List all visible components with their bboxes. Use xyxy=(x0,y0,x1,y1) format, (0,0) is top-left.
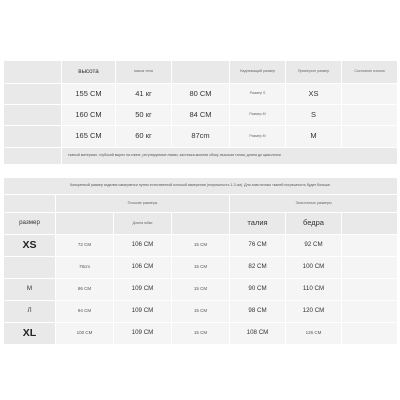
weight-value: 60 кг xyxy=(116,126,172,148)
size-label: M xyxy=(4,279,56,301)
size-row xyxy=(4,323,398,345)
skirt-length-header: Длина юбки xyxy=(114,213,172,235)
size-label xyxy=(4,257,56,279)
length-measure: 109 CM xyxy=(114,301,172,323)
hips-measure: 100 CM xyxy=(286,257,342,279)
size-chart-group-header xyxy=(4,195,398,213)
try-size-value: XS xyxy=(286,84,342,105)
extra-measure xyxy=(342,301,398,323)
proper-size-value: Размер М xyxy=(230,126,286,148)
strap-measure: 15 CM xyxy=(172,257,230,279)
hips-measure: 120 CM xyxy=(286,301,342,323)
size-row xyxy=(4,301,398,323)
bust-measure: 94 CM xyxy=(56,301,114,323)
height-value: 165 CM xyxy=(62,126,116,148)
size-column-header: размер xyxy=(4,213,56,235)
hips-measure: 126 CM xyxy=(286,323,342,345)
waist-measure: 76 CM xyxy=(230,235,286,257)
extra-measure xyxy=(342,323,398,345)
extra-measure xyxy=(342,235,398,257)
measurement-note: Конкретный размер изделия измеряется путем естественной плоской измерения (погрешность 1-3 см). Для эластичных тканей погрешность будет больше. xyxy=(4,178,398,195)
extra-measure xyxy=(342,279,398,301)
col6-header xyxy=(342,213,398,235)
header-try-size: Примерьте размер xyxy=(286,61,342,84)
header-blank xyxy=(4,61,62,84)
try-size-value: S xyxy=(286,105,342,126)
strap-measure: 15 CM xyxy=(172,301,230,323)
size-chart-column-header xyxy=(4,213,398,235)
waist-header: талия xyxy=(230,213,286,235)
try-size-value: М xyxy=(286,126,342,148)
size-row xyxy=(4,257,398,279)
proper-size-value: Размер М xyxy=(230,105,286,126)
size-label: Л xyxy=(4,301,56,323)
fit-row xyxy=(4,105,398,126)
fit-table xyxy=(3,60,398,165)
size-label: XL xyxy=(4,323,56,345)
col3-header xyxy=(172,213,230,235)
col1-header xyxy=(56,213,114,235)
row-label xyxy=(4,105,62,126)
length-measure: 106 CM xyxy=(114,257,172,279)
header-height: высота xyxy=(62,61,116,84)
waist-measure: 108 CM xyxy=(230,323,286,345)
extra-measure xyxy=(342,257,398,279)
product-description: тканый материал, глубокий вырез на спине, регулируемые лямки, застежка-молния сбоку, высокая талия, длина до щиколотки xyxy=(62,148,398,165)
height-value: 160 CM xyxy=(62,105,116,126)
size-row xyxy=(4,279,398,301)
group-flat-sizes: Плоские размеры xyxy=(56,195,230,213)
bust-measure: 78cm xyxy=(56,257,114,279)
bust-measure: 72 CM xyxy=(56,235,114,257)
row-label xyxy=(4,84,62,105)
bust-value: 84 CM xyxy=(172,105,230,126)
length-measure: 106 CM xyxy=(114,235,172,257)
group-elastic-sizes: Эластичные размеры xyxy=(230,195,398,213)
weight-value: 41 кг xyxy=(116,84,172,105)
row-label xyxy=(4,126,62,148)
fit-table-header xyxy=(4,61,398,84)
wear-state-value xyxy=(342,126,398,148)
waist-measure: 82 CM xyxy=(230,257,286,279)
hips-measure: 92 CM xyxy=(286,235,342,257)
strap-measure: 15 CM xyxy=(172,323,230,345)
fit-note-row xyxy=(4,148,398,165)
size-chart-note-row xyxy=(4,178,398,195)
height-value: 155 CM xyxy=(62,84,116,105)
waist-measure: 90 CM xyxy=(230,279,286,301)
length-measure: 109 CM xyxy=(114,323,172,345)
wear-state-value xyxy=(342,105,398,126)
size-label: XS xyxy=(4,235,56,257)
bust-value: 80 CM xyxy=(172,84,230,105)
bust-measure: 100 CM xyxy=(56,323,114,345)
hips-measure: 110 CM xyxy=(286,279,342,301)
waist-measure: 98 CM xyxy=(230,301,286,323)
header-proper-size: Надлежащий размер xyxy=(230,61,286,84)
fit-row xyxy=(4,126,398,148)
length-measure: 109 CM xyxy=(114,279,172,301)
strap-measure: 15 CM xyxy=(172,235,230,257)
group-blank xyxy=(4,195,56,213)
size-chart-table xyxy=(3,177,398,345)
wear-state-value xyxy=(342,84,398,105)
proper-size-value: Размер S xyxy=(230,84,286,105)
size-row xyxy=(4,235,398,257)
strap-measure: 15 CM xyxy=(172,279,230,301)
header-weight: масса тела xyxy=(116,61,172,84)
weight-value: 50 кг xyxy=(116,105,172,126)
header-bust xyxy=(172,61,230,84)
bust-measure: 86 CM xyxy=(56,279,114,301)
hips-header: бедра xyxy=(286,213,342,235)
fit-row xyxy=(4,84,398,105)
header-wear-state: Состояние износа xyxy=(342,61,398,84)
bust-value: 87cm xyxy=(172,126,230,148)
note-label xyxy=(4,148,62,165)
